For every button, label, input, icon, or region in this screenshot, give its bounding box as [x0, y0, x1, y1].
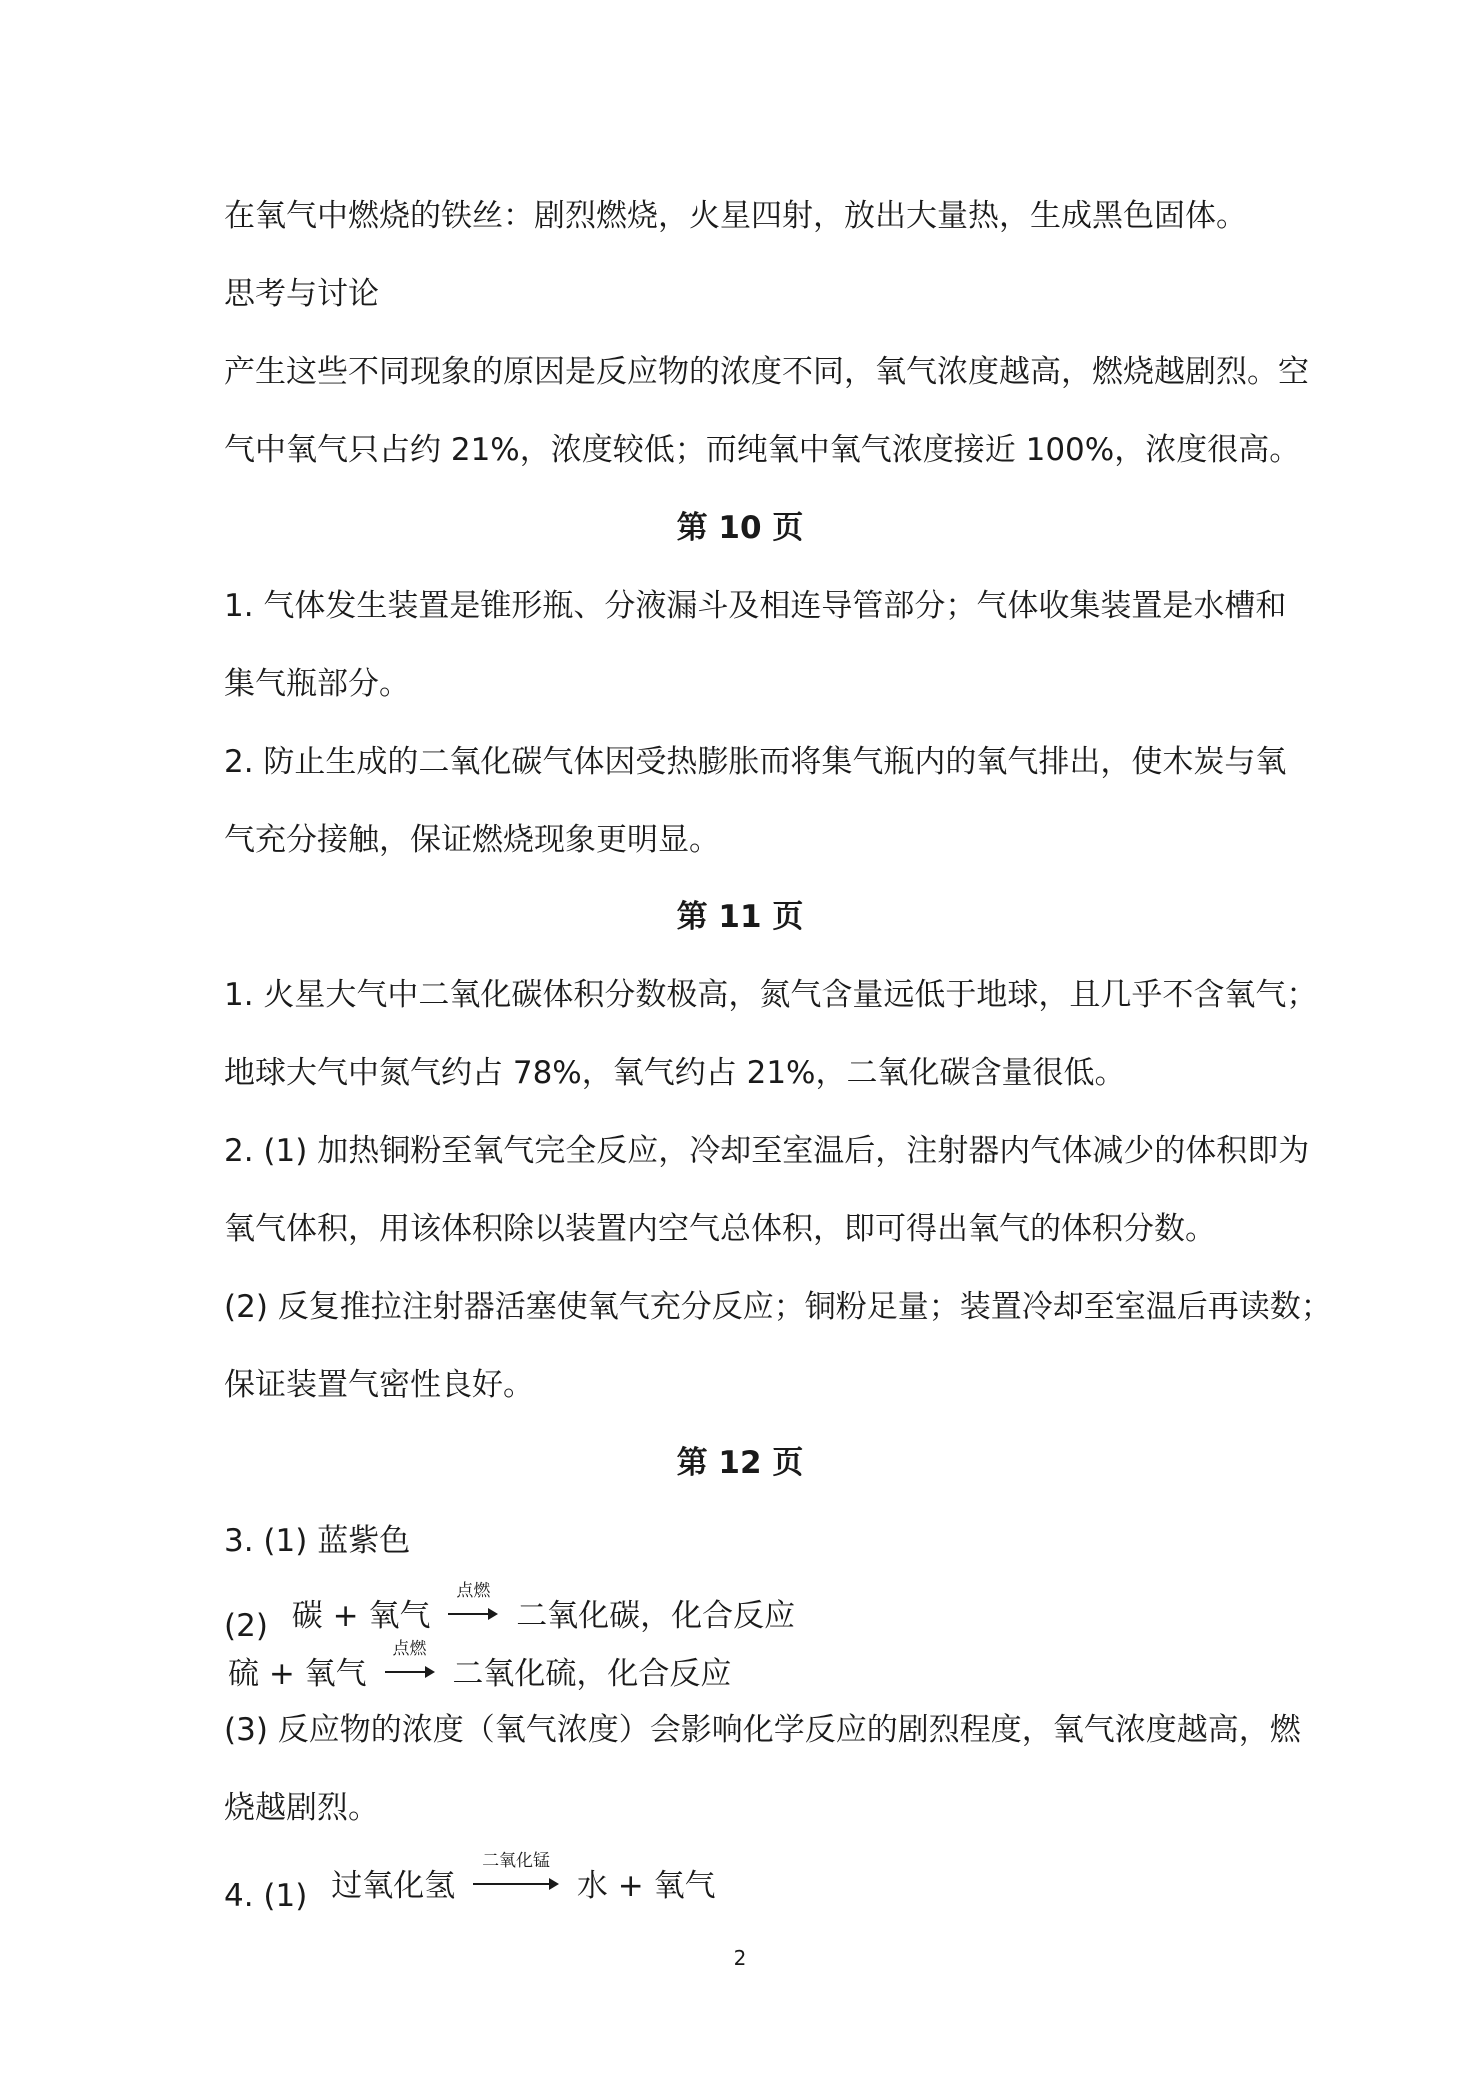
equation-prefix: (2) — [224, 1608, 268, 1644]
reaction-condition: 二氧化锰 — [482, 1851, 551, 1871]
page-heading-10: 第 10 页 — [676, 510, 804, 546]
reaction-condition: 点燃 — [456, 1581, 491, 1601]
equation-carbon — [224, 1581, 796, 1644]
page-heading-12: 第 12 页 — [676, 1445, 804, 1481]
equation-sulfur — [228, 1639, 732, 1694]
text-line: 1. 气体发生装置是锥形瓶、分液漏斗及相连导管部分；气体收集装置是水槽和 — [224, 588, 1287, 624]
text-line: 在氧气中燃烧的铁丝：剧烈燃烧，火星四射，放出大量热，生成黑色固体。 — [224, 198, 1247, 234]
page-number: 2 — [733, 1946, 747, 1970]
reaction-condition: 点燃 — [392, 1639, 427, 1659]
text-line: 烧越剧烈。 — [224, 1790, 379, 1826]
reaction-arrow — [448, 1581, 498, 1626]
section-label: 思考与讨论 — [224, 276, 379, 312]
text-line: 2. 防止生成的二氧化碳气体因受热膨胀而将集气瓶内的氧气排出，使木炭与氧 — [224, 744, 1287, 780]
text-line: (2) 反复推拉注射器活塞使氧气充分反应；铜粉足量；装置冷却至室温后再读数； — [224, 1289, 1332, 1325]
text-line: 保证装置气密性良好。 — [224, 1367, 534, 1403]
text-line: 集气瓶部分。 — [224, 666, 410, 702]
text-line: 地球大气中氮气约占 78%，氧气约占 21%，二氧化碳含量很低。 — [224, 1055, 1126, 1091]
text-line: 3. (1) 蓝紫色 — [224, 1523, 411, 1559]
text-line: 气充分接触，保证燃烧现象更明显。 — [224, 822, 720, 858]
equation-products: 二氧化碳，化合反应 — [516, 1598, 796, 1634]
text-line: 产生这些不同现象的原因是反应物的浓度不同，氧气浓度越高，燃烧越剧烈。空 — [224, 354, 1309, 390]
text-line: 气中氧气只占约 21%，浓度较低；而纯氧中氧气浓度接近 100%，浓度很高。 — [224, 432, 1301, 468]
equation-products: 水 + 氧气 — [576, 1868, 716, 1904]
equation-reactants: 碳 + 氧气 — [291, 1598, 431, 1634]
text-line: 2. (1) 加热铜粉至氧气完全反应，冷却至室温后，注射器内气体减少的体积即为 — [224, 1133, 1310, 1169]
reaction-arrow — [473, 1851, 559, 1896]
equation-reactants: 过氧化氢 — [331, 1868, 456, 1904]
reaction-arrow — [385, 1639, 435, 1684]
text-line: 1. 火星大气中二氧化碳体积分数极高，氮气含量远低于地球，且几乎不含氧气； — [224, 977, 1318, 1013]
equation-reactants: 硫 + 氧气 — [228, 1656, 367, 1692]
text-line: 氧气体积，用该体积除以装置内空气总体积，即可得出氧气的体积分数。 — [224, 1211, 1216, 1247]
text-line: (3) 反应物的浓度（氧气浓度）会影响化学反应的剧烈程度，氧气浓度越高，燃 — [224, 1712, 1301, 1748]
equation-products: 二氧化硫，化合反应 — [452, 1656, 732, 1692]
equation-hydrogen-peroxide — [224, 1851, 716, 1914]
page-heading-11: 第 11 页 — [676, 899, 804, 935]
equation-prefix: 4. (1) — [224, 1878, 308, 1914]
